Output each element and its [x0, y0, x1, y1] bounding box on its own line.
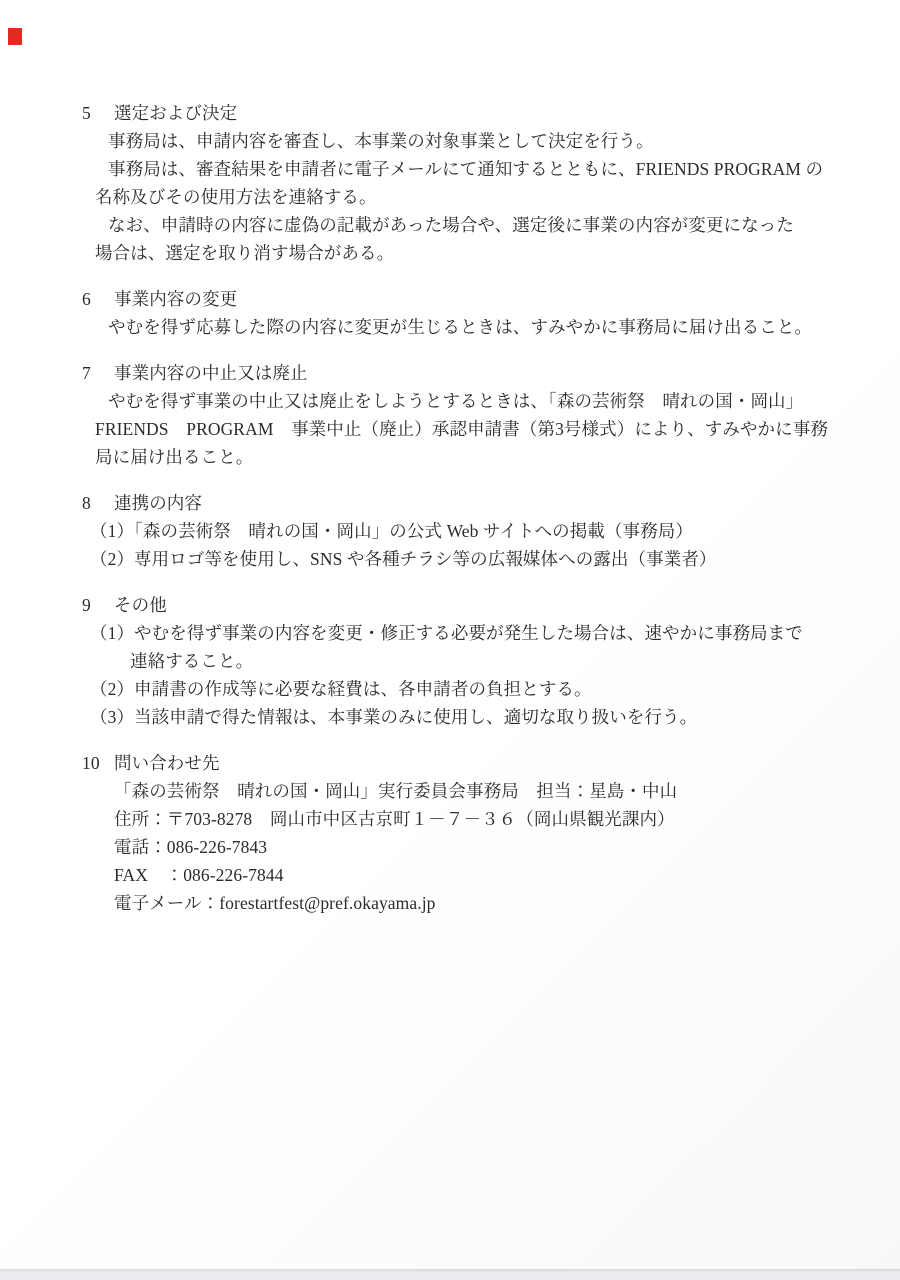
contact-fax: FAX ：086-226-7844 — [114, 865, 284, 885]
body-line: なお、申請時の内容に虚偽の記載があった場合や、選定後に事業の内容が変更になった — [108, 215, 794, 235]
contact-organization: 「森の芸術祭 晴れの国・岡山」実行委員会事務局 担当：星島・中山 — [114, 781, 678, 801]
section-heading — [82, 359, 852, 387]
list-item: （1）「森の芸術祭 晴れの国・岡山」の公式 Web サイトへの掲載（事務局） — [90, 521, 693, 541]
section-heading — [82, 99, 852, 127]
list-item: （3）当該申請で得た情報は、本事業のみに使用し、適切な取り扱いを行う。 — [90, 707, 698, 727]
section-title: 問い合わせ先 — [114, 753, 220, 773]
section-heading — [82, 489, 852, 517]
section-contact — [82, 749, 852, 917]
red-marker-icon — [8, 28, 22, 45]
list-item: （1）やむを得ず事業の内容を変更・修正する必要が発生した場合は、速やかに事務局まで — [90, 623, 803, 643]
section-title: 連携の内容 — [114, 493, 202, 513]
section-others — [82, 591, 852, 731]
section-number: 8 — [82, 493, 91, 513]
list-item: （2）専用ロゴ等を使用し、SNS や各種チラシ等の広報媒体への露出（事業者） — [90, 549, 717, 569]
list-item: （2）申請書の作成等に必要な経費は、各申請者の負担とする。 — [90, 679, 592, 699]
section-number: 9 — [82, 595, 91, 615]
section-cooperation-details — [82, 489, 852, 573]
body-line: 事務局は、申請内容を審査し、本事業の対象事業として決定を行う。 — [108, 131, 654, 151]
section-number: 5 — [82, 103, 91, 123]
body-line: 局に届け出ること。 — [95, 447, 254, 467]
section-selection-and-decision — [82, 99, 852, 267]
contact-email: 電子メール：forestartfest@pref.okayama.jp — [114, 893, 436, 913]
body-line: やむを得ず事業の中止又は廃止をしようとするときは、「森の芸術祭 晴れの国・岡山」 — [108, 391, 804, 411]
section-suspension-or-abolition — [82, 359, 852, 471]
section-change-of-business — [82, 285, 852, 341]
section-heading — [82, 285, 852, 313]
section-title: 事業内容の中止又は廃止 — [114, 363, 308, 383]
body-line: 事務局は、審査結果を申請者に電子メールにて通知するとともに、FRIENDS PROGRAM の — [108, 159, 824, 179]
document-content — [82, 99, 852, 917]
body-line: 名称及びその使用方法を連絡する。 — [95, 187, 377, 207]
body-line: やむを得ず応募した際の内容に変更が生じるときは、すみやかに事務局に届け出ること。 — [108, 317, 812, 337]
section-number: 6 — [82, 289, 91, 309]
section-heading — [82, 591, 852, 619]
contact-phone: 電話：086-226-7843 — [114, 837, 268, 857]
body-line: FRIENDS PROGRAM 事業中止（廃止）承認申請書（第3号様式）により、すみやかに事務 — [95, 419, 828, 439]
section-title: その他 — [114, 595, 167, 615]
section-title: 選定および決定 — [114, 103, 238, 123]
list-item-continuation: 連絡すること。 — [130, 651, 254, 671]
section-title: 事業内容の変更 — [114, 289, 238, 309]
contact-address: 住所：〒703-8278 岡山市中区古京町１－７－３６（岡山県観光課内） — [114, 809, 675, 829]
viewer-bottom-edge — [0, 1269, 900, 1280]
section-number: 7 — [82, 363, 91, 383]
section-heading — [82, 749, 852, 777]
body-line: 場合は、選定を取り消す場合がある。 — [95, 243, 395, 263]
section-number: 10 — [82, 753, 100, 773]
